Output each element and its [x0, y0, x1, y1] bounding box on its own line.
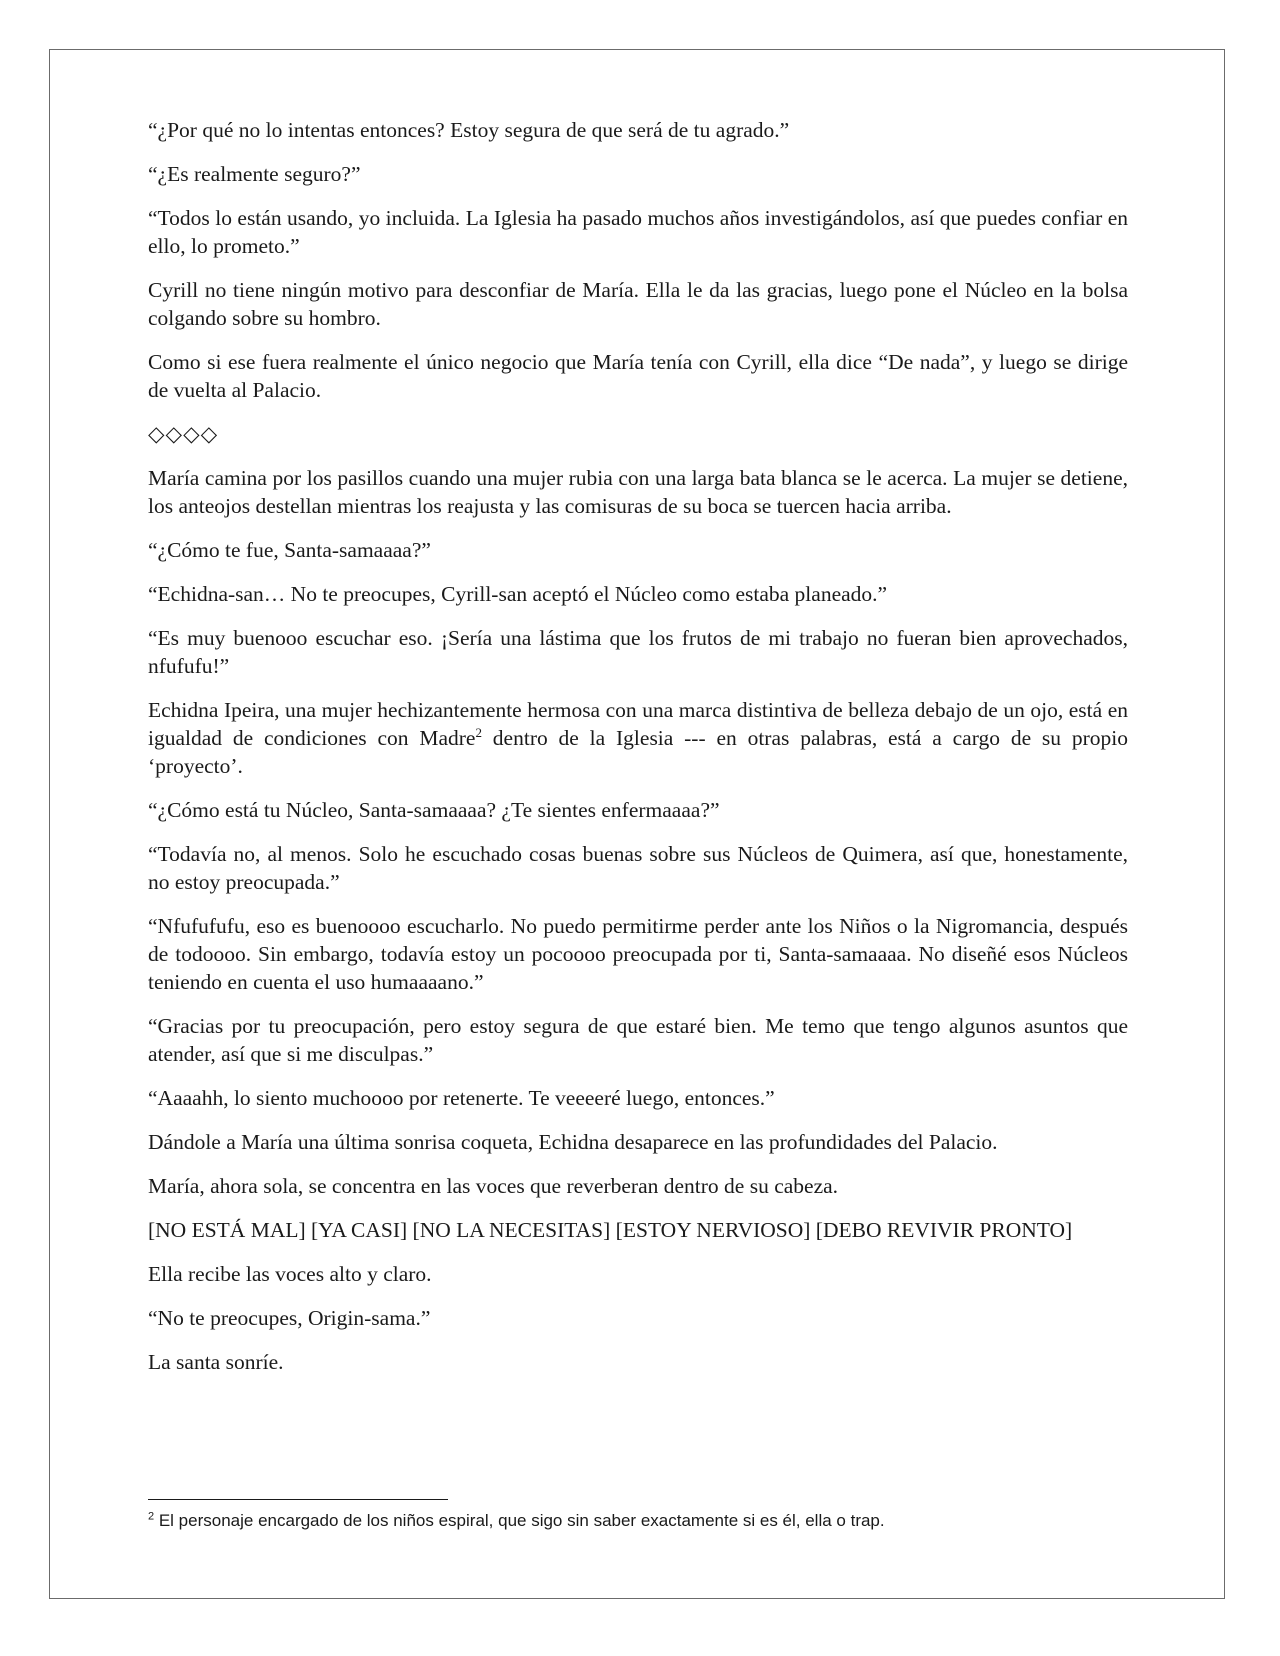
- paragraph-text: Echidna Ipeira, una mujer hechizantemente hermosa con una marca distintiva de belleza debajo de un ojo, está en igualdad de condiciones con Madre: [148, 698, 1128, 750]
- paragraph-text: dentro de la Iglesia --- en otras palabras, está a cargo de su propio ‘proyecto’.: [148, 726, 1129, 778]
- paragraph: “Todavía no, al menos. Solo he escuchado cosas buenas sobre sus Núcleos de Quimera, así que, honestamente, no estoy preocupada.”: [148, 842, 1128, 894]
- paragraph: Como si ese fuera realmente el único negocio que María tenía con Cyrill, ella dice “De nada”, y luego se dirige de vuelta al Palacio.: [148, 350, 1128, 402]
- footnote: [148, 1509, 1128, 1533]
- paragraph: “Es muy buenooo escuchar eso. ¡Sería una lástima que los frutos de mi trabajo no fueran bien aprovechados, nfufufu!”: [148, 626, 1128, 678]
- voices-line: [NO ESTÁ MAL] [YA CASI] [NO LA NECESITAS] [ESTOY NERVIOSO] [DEBO REVIVIR PRONTO]: [148, 1218, 1073, 1242]
- paragraph: “No te preocupes, Origin-sama.”: [148, 1306, 431, 1330]
- paragraph: “¿Cómo te fue, Santa-samaaaa?”: [148, 538, 431, 562]
- paragraph: “Gracias por tu preocupación, pero estoy segura de que estaré bien. Me temo que tengo algunos asuntos que atender, así que si me disculpas.”: [148, 1014, 1128, 1066]
- paragraph: Cyrill no tiene ningún motivo para desconfiar de María. Ella le da las gracias, luego pone el Núcleo en la bolsa colgando sobre su hombro.: [148, 278, 1128, 330]
- paragraph: Dándole a María una última sonrisa coqueta, Echidna desaparece en las profundidades del Palacio.: [148, 1130, 998, 1154]
- footnote-reference: 2: [475, 724, 482, 740]
- paragraph: “Echidna-san… No te preocupes, Cyrill-san aceptó el Núcleo como estaba planeado.”: [148, 582, 888, 606]
- footnote-number: 2: [148, 1510, 155, 1523]
- paragraph: María camina por los pasillos cuando una mujer rubia con una larga bata blanca se le acerca. La mujer se detiene, los anteojos destellan mientras los reajusta y las comisuras de su boca se tuercen hacia arriba.: [148, 466, 1128, 518]
- paragraph: María, ahora sola, se concentra en las voces que reverberan dentro de su cabeza.: [148, 1174, 839, 1198]
- footnote-text: El personaje encargado de los niños espiral, que sigo sin saber exactamente si es él, ella o trap.: [154, 1511, 885, 1530]
- paragraph: “¿Por qué no lo intentas entonces? Estoy segura de que será de tu agrado.”: [148, 118, 790, 142]
- paragraph: Ella recibe las voces alto y claro.: [148, 1262, 432, 1286]
- footnote-separator: [148, 1499, 448, 1500]
- document-body: [148, 116, 1128, 1392]
- paragraph-with-footnote-ref: [148, 696, 1128, 780]
- paragraph: “Aaaahh, lo siento muchoooo por retenerte. Te veeeeré luego, entonces.”: [148, 1086, 775, 1110]
- paragraph: “¿Cómo está tu Núcleo, Santa-samaaaa? ¿Te sientes enfermaaaa?”: [148, 798, 720, 822]
- paragraph: “Nfufufufu, eso es buenoooo escucharlo. No puedo permitirme perder ante los Niños o la Nigromancia, después de todoooo. Sin embargo, todavía estoy un pocoooo preocupada por ti, Santa-samaaaa. No diseñé esos Núcleos teniendo en cuenta el uso humaaaano.”: [148, 914, 1128, 994]
- paragraph: “Todos lo están usando, yo incluida. La Iglesia ha pasado muchos años investigándolos, así que puedes confiar en ello, lo prometo.”: [148, 206, 1128, 258]
- scene-separator: ◇◇◇◇: [148, 422, 219, 446]
- paragraph: “¿Es realmente seguro?”: [148, 162, 361, 186]
- paragraph: La santa sonríe.: [148, 1350, 284, 1374]
